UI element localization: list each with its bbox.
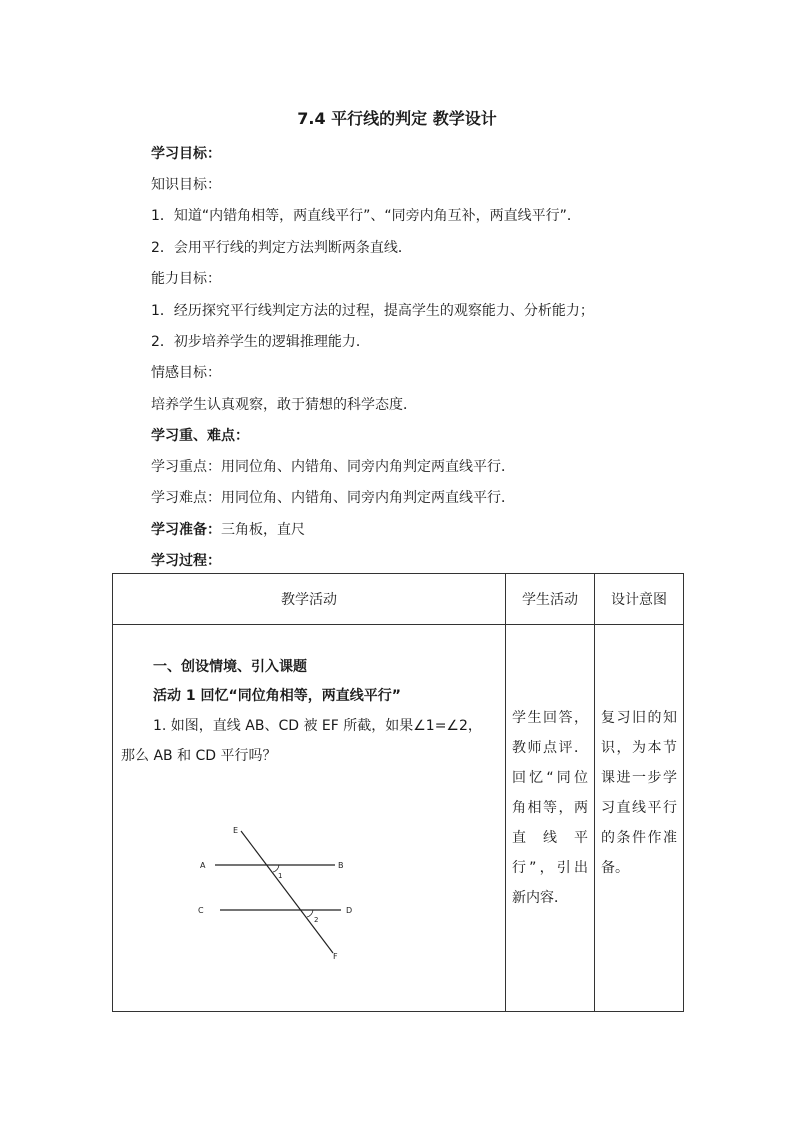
parallel-lines-figure: [193, 821, 393, 961]
angle-1-arc: [273, 865, 279, 872]
header-teaching-activity: 教学活动: [113, 574, 506, 625]
label-c: C: [198, 906, 204, 915]
label-angle-1: 1: [278, 872, 283, 880]
label-f: F: [333, 952, 338, 961]
section-title: 一、创设情境、引入课题: [153, 659, 307, 675]
teaching-activity-cell: [113, 625, 506, 1012]
difficult-point: 学习难点：用同位角、内错角、同旁内角判定两直线平行．: [151, 490, 515, 506]
question-text: 1. 如图，直线 AB、CD 被 EF 所截，如果∠1=∠2，那么 AB 和 CD 平行吗？: [121, 718, 482, 764]
page-title: 7.4 平行线的判定 教学设计: [297, 109, 497, 128]
key-point: 学习重点：用同位角、内错角、同旁内角判定两直线平行．: [151, 459, 515, 475]
section-heading-goals: 学习目标：: [151, 146, 221, 162]
header-design-intent: 设计意图: [595, 574, 684, 625]
design-intent-cell: [595, 625, 684, 1012]
subheading-ability: 能力目标：: [151, 271, 221, 287]
label-e: E: [233, 826, 239, 835]
emotion-item: 培养学生认真观察，敢于猜想的科学态度．: [151, 397, 417, 413]
subheading-knowledge: 知识目标：: [151, 177, 221, 193]
ability-item-1: 1．经历探究平行线判定方法的过程，提高学生的观察能力、分析能力；: [151, 303, 594, 319]
knowledge-item-1: 1．知道“内错角相等，两直线平行”、“同旁内角互补，两直线平行”．: [151, 208, 581, 224]
process-table: [112, 573, 684, 1012]
label-angle-2: 2: [314, 916, 319, 924]
prep-text: 三角板，直尺: [221, 522, 305, 538]
label-b: B: [338, 861, 344, 870]
line-ef: [241, 831, 333, 953]
section-heading-key-points: 学习重、难点：: [151, 428, 249, 444]
section-heading-process: 学习过程：: [151, 553, 221, 569]
knowledge-item-2: 2．会用平行线的判定方法判断两条直线．: [151, 240, 412, 256]
label-a: A: [200, 861, 206, 870]
angle-2-arc: [307, 910, 313, 917]
label-d: D: [346, 906, 353, 915]
activity-title: 活动 1 回忆“同位角相等，两直线平行”: [153, 688, 401, 704]
design-intent-text: 复习旧的知识，为本节课进一步学习直线平行的条件作准备。: [601, 710, 677, 876]
student-activity-text: 学生回答，教师点评．回忆“同位角相等，两直线平行”，引出新内容．: [512, 710, 588, 906]
ability-item-2: 2．初步培养学生的逻辑推理能力．: [151, 334, 370, 350]
student-activity-cell: [506, 625, 595, 1012]
prep-line: [151, 519, 305, 539]
prep-label: 学习准备：: [151, 522, 221, 538]
subheading-emotion: 情感目标：: [151, 365, 221, 381]
header-student-activity: 学生活动: [506, 574, 595, 625]
